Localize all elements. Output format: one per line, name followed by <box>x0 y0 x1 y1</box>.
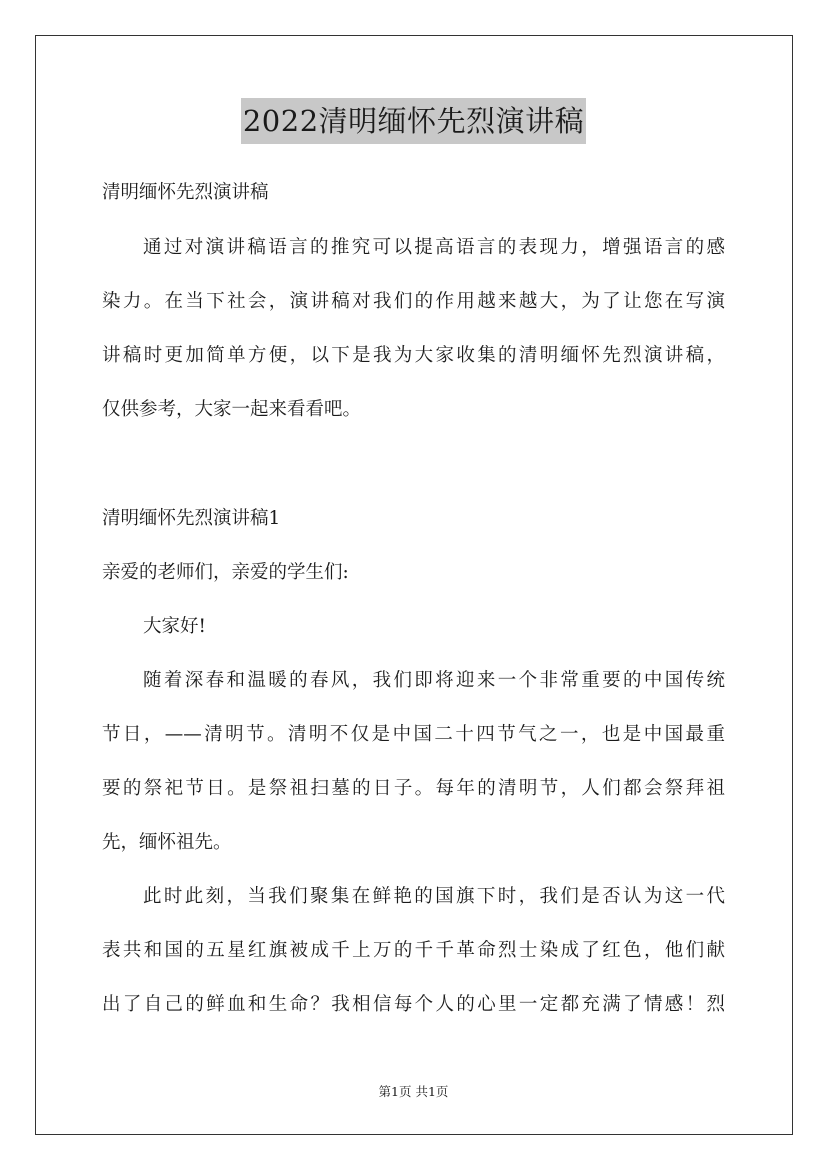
paragraph-line: 节日，——清明节。清明不仅是中国二十四节气之一，也是中国最重 <box>102 724 725 745</box>
hello-line: 大家好! <box>143 616 206 637</box>
paragraph-line: 表共和国的五星红旗被成千上万的千千革命烈士染成了红色，他们献 <box>102 940 725 961</box>
paragraph-line: 先，缅怀祖先。 <box>102 832 232 853</box>
document-subtitle: 清明缅怀先烈演讲稿 <box>102 182 269 203</box>
paragraph-line: 随着深春和温暖的春风，我们即将迎来一个非常重要的中国传统 <box>143 670 725 691</box>
section-heading: 清明缅怀先烈演讲稿1 <box>102 508 281 529</box>
title-container <box>0 98 827 144</box>
page-footer: 第1页 共1页 <box>378 1084 449 1099</box>
paragraph-line: 出了自己的鲜血和生命？我相信每个人的心里一定都充满了情感！烈 <box>102 994 725 1015</box>
greeting-line: 亲爱的老师们，亲爱的学生们: <box>102 562 349 583</box>
paragraph-line: 此时此刻，当我们聚集在鲜艳的国旗下时，我们是否认为这一代 <box>143 886 725 907</box>
intro-line: 通过对演讲稿语言的推究可以提高语言的表现力，增强语言的感 <box>143 237 725 258</box>
intro-line: 仅供参考，大家一起来看看吧。 <box>102 399 362 420</box>
intro-line: 染力。在当下社会，演讲稿对我们的作用越来越大，为了让您在写演 <box>102 291 725 312</box>
document-title: 2022清明缅怀先烈演讲稿 <box>241 98 586 144</box>
intro-line: 讲稿时更加简单方便，以下是我为大家收集的清明缅怀先烈演讲稿， <box>102 345 725 366</box>
paragraph-line: 要的祭祀节日。是祭祖扫墓的日子。每年的清明节，人们都会祭拜祖 <box>102 778 725 799</box>
